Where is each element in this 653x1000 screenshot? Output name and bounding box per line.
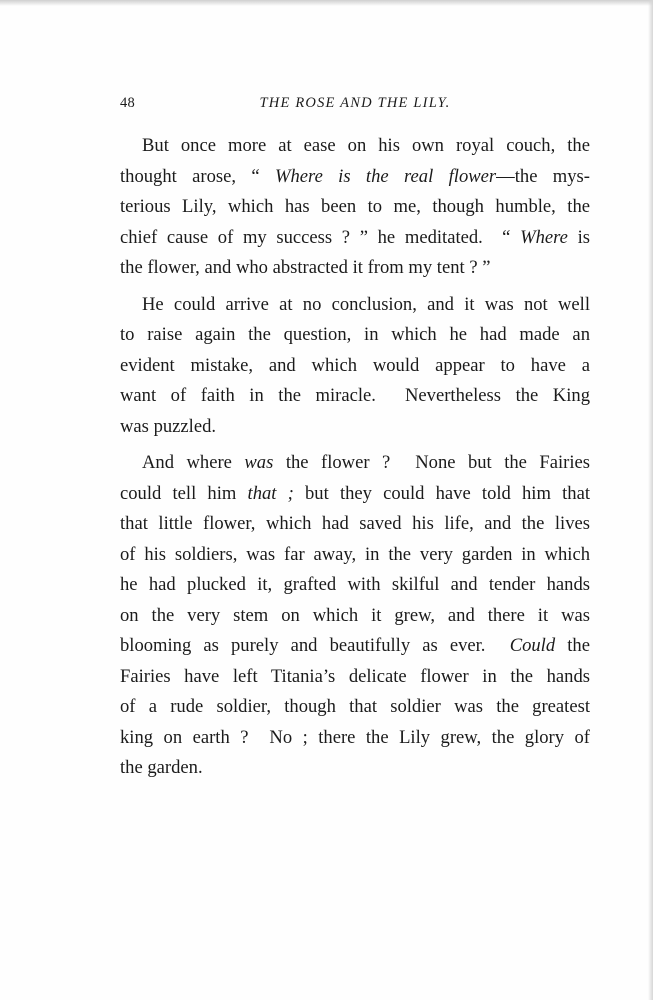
body-text	[120, 131, 590, 790]
text-segment: is	[567, 226, 590, 248]
text-segment: want of faith in the miracle. Nevertheless the King	[120, 385, 590, 406]
text-line	[120, 253, 590, 284]
page-number: 48	[120, 95, 136, 111]
italic-text: Could	[509, 635, 556, 656]
text-line	[120, 570, 590, 601]
text-segment: He could arrive at no conclusion, and it was not well	[142, 293, 590, 315]
page-right-edge	[648, 0, 653, 1000]
running-title: THE ROSE AND THE LILY.	[259, 95, 451, 111]
text-segment: But once more at ease on his own royal couch, the	[142, 135, 590, 156]
text-segment: to raise again the question, in which he had made an	[120, 324, 590, 345]
text-line	[120, 290, 590, 321]
italic-text: Where	[520, 226, 568, 248]
text-segment: king on earth ? No ; there the Lily grew, the glory of	[120, 726, 590, 748]
text-segment: was puzzled.	[120, 415, 217, 437]
text-segment: he had plucked it, grafted with skilful and tender hands	[120, 574, 590, 595]
text-segment: blooming as purely and beautifully as ever.	[120, 635, 510, 656]
text-line	[120, 692, 590, 723]
text-segment: the	[555, 635, 590, 656]
text-line	[120, 131, 590, 162]
text-line	[120, 412, 590, 443]
text-segment: on the very stem on which it grew, and there it was	[120, 604, 590, 626]
text-line	[120, 351, 590, 382]
page-top-edge	[0, 0, 653, 6]
text-segment: —the mys-	[496, 165, 590, 187]
paragraph	[120, 448, 590, 784]
text-segment: the garden.	[120, 757, 203, 778]
text-line	[120, 192, 590, 223]
text-segment: of his soldiers, was far away, in the very garden in which	[120, 543, 590, 565]
page-header	[120, 95, 590, 117]
text-line	[120, 601, 590, 632]
text-segment: of a rude soldier, though that soldier was the greatest	[120, 696, 590, 717]
text-line	[120, 162, 590, 193]
italic-text: was	[244, 452, 274, 473]
text-line	[120, 723, 590, 754]
text-segment: thought arose, “	[120, 165, 275, 187]
italic-text: Where is the real flower	[275, 165, 497, 187]
text-line	[120, 479, 590, 510]
text-line	[120, 448, 590, 479]
text-segment: chief cause of my success ? ” he meditated. “	[120, 226, 521, 248]
text-line	[120, 320, 590, 351]
text-segment: Fairies have left Titania’s delicate flower in the hands	[120, 665, 590, 687]
text-segment: that little flower, which had saved his life, and the lives	[120, 513, 590, 534]
paragraph	[120, 290, 590, 443]
italic-text: that ;	[247, 482, 294, 504]
text-line	[120, 631, 590, 662]
text-line	[120, 509, 590, 540]
text-segment: terious Lily, which has been to me, though humble, the	[120, 196, 590, 217]
text-segment: but they could have told him that	[293, 482, 590, 504]
text-segment: could tell him	[120, 482, 248, 504]
text-line	[120, 540, 590, 571]
text-line	[120, 223, 590, 254]
text-line	[120, 662, 590, 693]
text-segment: evident mistake, and which would appear to have a	[120, 354, 590, 376]
text-line	[120, 381, 590, 412]
text-segment: the flower ? None but the Fairies	[273, 452, 590, 473]
paragraph	[120, 131, 590, 284]
text-segment: the flower, and who abstracted it from my tent ? ”	[120, 257, 491, 278]
text-line	[120, 753, 590, 784]
text-segment: And where	[142, 452, 245, 473]
